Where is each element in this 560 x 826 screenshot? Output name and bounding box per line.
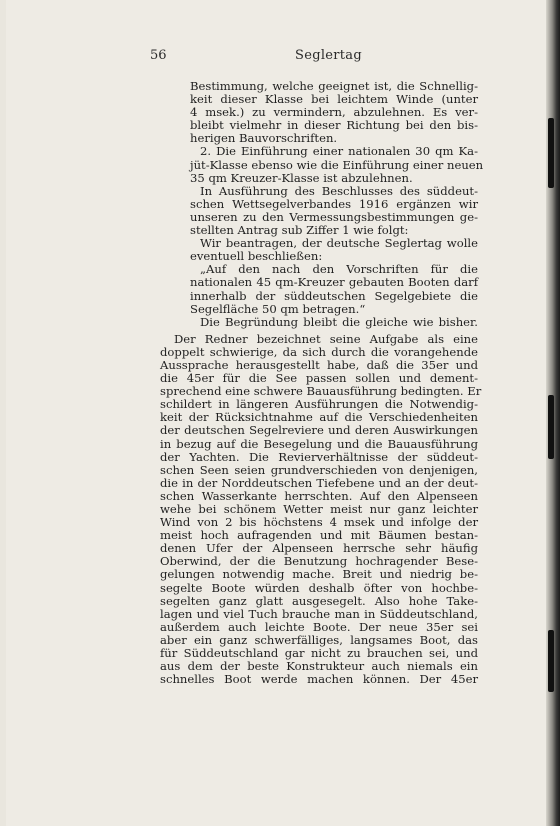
page-tab-marker: [548, 395, 554, 459]
text-line: Wir beantragen, der deutsche Seglertag wolle: [200, 236, 478, 251]
text-line: schnelles Boot werde machen können. Der 45er: [160, 672, 478, 687]
text-line: schildert in längeren Ausführungen die Notwendig-: [160, 397, 478, 412]
text-line: Segelfläche 50 qm betragen.“: [190, 301, 366, 316]
text-line: schen Wettsegelverbandes 1916 ergänzen wir: [190, 196, 478, 211]
text-line: 2. Die Einführung einer nationalen 30 qm Ka-: [200, 144, 478, 159]
text-line: bleibt vielmehr in dieser Richtung bei den bis-: [190, 118, 478, 133]
indented-section: [190, 79, 484, 329]
running-head: Seglertag: [295, 48, 362, 63]
text-line: keit dieser Klasse bei leichtem Winde (unter: [190, 92, 478, 107]
page-tab-marker: [548, 118, 554, 188]
text-line: in bezug auf die Besegelung und die Bauausführung: [160, 436, 478, 451]
text-line: Bestimmung, welche geeignet ist, die Schnellig-: [190, 79, 478, 93]
text-line: lagen und viel Tuch brauche man in Süddeutschland,: [160, 606, 478, 621]
text-line: segelte Boote würden deshalb öfter von hochbe-: [160, 580, 478, 595]
text-line: die in der Norddeutschen Tiefebene und an der deut-: [160, 475, 478, 490]
text-line: Der Redner bezeichnet seine Aufgabe als eine: [174, 331, 478, 346]
page-tab-marker: [548, 630, 554, 692]
text-line: für Süddeutschland gar nicht zu brauchen sei, und: [160, 646, 478, 661]
text-line: innerhalb der süddeutschen Segelgebiete die: [190, 288, 478, 303]
main-paragraph: [160, 331, 482, 687]
text-line: keit der Rücksichtnahme auf die Verschiedenheiten: [160, 410, 478, 425]
text-line: Oberwind, der die Benutzung hochragender Bese-: [160, 554, 478, 569]
text-line: stellten Antrag sub Ziffer 1 wie folgt:: [190, 223, 409, 238]
text-line: außerdem auch leichte Boote. Der neue 35er sei: [160, 619, 478, 634]
text-line: Wind von 2 bis höchstens 4 msek und infolge der: [160, 515, 478, 530]
text-line: aus dem der beste Konstrukteur auch niemals ein: [160, 659, 478, 674]
text-line: denen Ufer der Alpenseen herrsche sehr häufig: [160, 541, 478, 556]
text-line: aber ein ganz schwerfälliges, langsames Boot, das: [160, 632, 478, 647]
text-line: jüt-Klasse ebenso wie die Einführung einer neuen: [190, 157, 484, 172]
text-line: schen Seen seien grundverschieden von denjenigen,: [160, 462, 478, 477]
text-line: unseren zu den Vermessungsbestimmungen ge-: [190, 209, 478, 224]
text-line: die 45er für die See passen sollen und dement-: [160, 371, 478, 386]
text-line: nationalen 45 qm-Kreuzer gebauten Booten darf: [190, 275, 478, 290]
text-line: wehe bei schönem Wetter meist nur ganz leichter: [160, 502, 478, 516]
text-line: 4 msek.) zu vermindern, abzulehnen. Es ver-: [190, 105, 478, 120]
page-header: [150, 48, 480, 68]
text-line: In Ausführung des Beschlusses des süddeut-: [200, 183, 478, 198]
text-line: Die Begründung bleibt die gleiche wie bisher.: [200, 314, 478, 329]
text-line: herigen Bauvorschriften.: [190, 131, 338, 146]
text-line: sprechend eine schwere Bauausführung bedingten. Er: [160, 384, 482, 399]
text-line: eventuell beschließen:: [190, 249, 323, 264]
text-line: gelungen notwendig mache. Breit und niedrig be-: [160, 567, 478, 582]
text-line: der deutschen Segelreviere und deren Auswirkungen: [160, 423, 478, 438]
book-edge: [546, 0, 560, 826]
text-line: doppelt schwierige, da sich durch die vorangehende: [160, 344, 478, 359]
text-line: 35 qm Kreuzer-Klasse ist abzulehnen.: [190, 170, 413, 185]
text-line: meist hoch aufragenden und mit Bäumen bestan-: [160, 528, 478, 543]
text-line: Aussprache herausgestellt habe, daß die 35er und: [160, 357, 478, 372]
page-number: 56: [150, 48, 167, 63]
text-line: schen Wasserkante herrschten. Auf den Alpenseen: [160, 488, 478, 503]
text-line: segelten ganz glatt ausgesegelt. Also hohe Take-: [160, 593, 478, 608]
body-text: [160, 79, 484, 687]
text-line: „Auf den nach den Vorschriften für die: [200, 262, 478, 277]
text-line: der Yachten. Die Revierverhältnisse der süddeut-: [160, 449, 478, 464]
